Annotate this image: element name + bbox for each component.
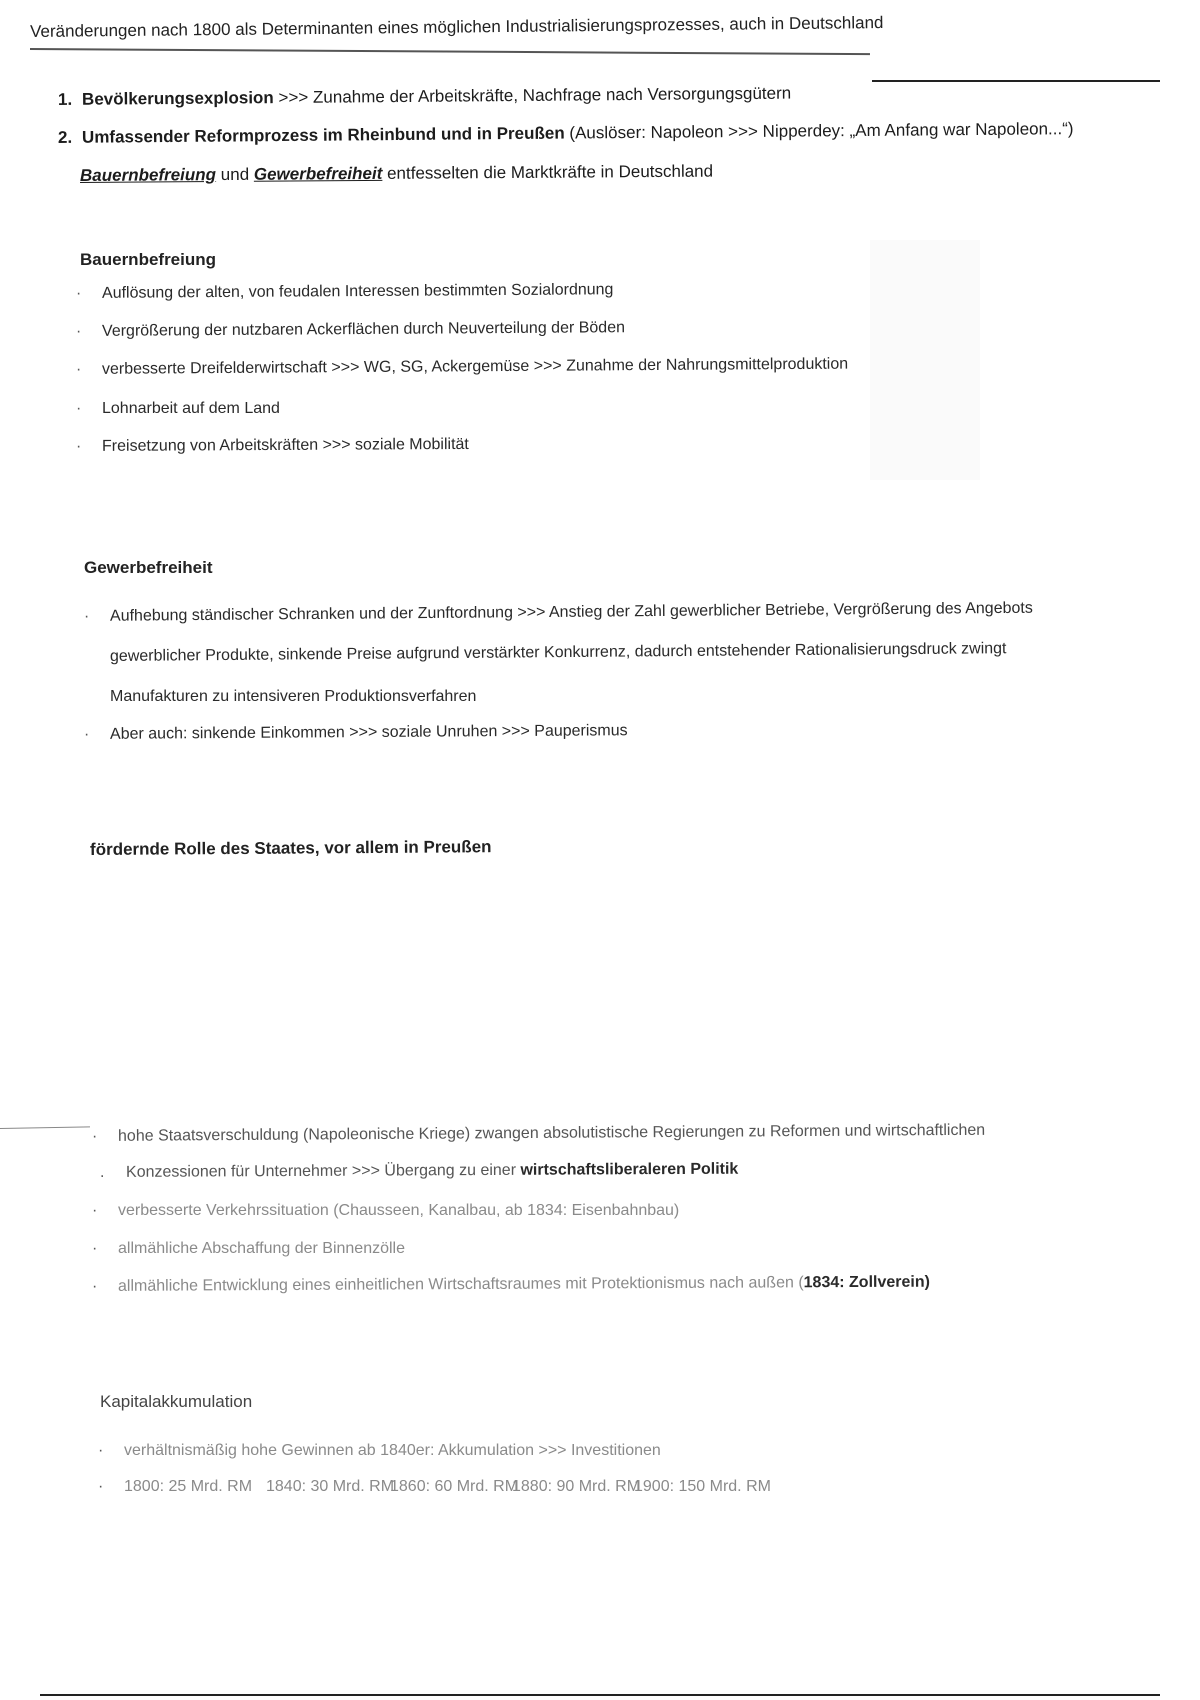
point-number: 1.	[57, 89, 73, 109]
bullet-icon: ·	[83, 607, 90, 625]
bullet-icon: ·	[92, 1240, 98, 1257]
list-item: · Auflösung der alten, von feudalen Interessen bestimmten Sozialordnung	[75, 281, 614, 302]
title-underline	[30, 48, 870, 55]
capital-value: 1840: 30 Mrd. RM	[266, 1478, 395, 1495]
bullet-icon: ·	[75, 437, 82, 455]
section-heading-kapital: Kapitalakkumulation	[100, 1392, 253, 1411]
sub-line	[80, 162, 713, 186]
bullet-icon: ·	[76, 400, 82, 417]
bullet-icon: ·	[75, 284, 82, 302]
list-item: · allmähliche Abschaffung der Binnenzölle	[92, 1240, 406, 1257]
bullet-icon: ·	[75, 322, 82, 340]
point-bold: Umfassender Reformprozess im Rheinbund und in Preußen	[81, 123, 565, 147]
sub-line-rest: entfesselten die Marktkräfte in Deutschland	[382, 161, 714, 183]
point-2	[58, 119, 1074, 148]
bullet-icon: .	[99, 1163, 105, 1181]
list-item: · allmähliche Entwicklung eines einheitlichen Wirtschaftsraumes mit Protektionismus nach außen (1834: Zollverein)	[91, 1273, 930, 1295]
capital-value: 1880: 90 Mrd. RM	[512, 1478, 641, 1495]
list-item: · verbesserte Dreifelderwirtschaft >>> WG, SG, Ackergemüse >>> Zunahme der Nahrungsmittelproduktion	[75, 355, 849, 378]
list-item: · hohe Staatsverschuldung (Napoleonische Kriege) zwangen absolutistische Regierungen zu Reformen und wirtschaftlichen	[91, 1121, 986, 1145]
list-item-continuation: gewerblicher Produkte, sinkende Preise aufgrund verstärkter Konkurrenz, dadurch entstehender Rationalisierungsdruck zwingt	[109, 640, 1007, 665]
point-text: (Auslöser: Napoleon >>> Nipperdey: „Am Anfang war Napoleon...“)	[564, 119, 1074, 143]
point-number: 2.	[57, 127, 73, 147]
list-item: · Aufhebung ständischer Schranken und der Zunftordnung >>> Anstieg der Zahl gewerblicher Betriebe, Vergrößerung des Angebots	[83, 599, 1033, 625]
bottom-rule	[40, 1694, 1160, 1696]
point-bold: Bevölkerungsexplosion	[81, 88, 274, 109]
bullet-icon: ·	[91, 1277, 98, 1295]
bullet-icon: ·	[75, 360, 82, 378]
list-item: · Aber auch: sinkende Einkommen >>> soziale Unruhen >>> Pauperismus	[83, 722, 628, 743]
bullet-icon: ·	[98, 1478, 104, 1495]
margin-line	[0, 1126, 90, 1129]
list-item: · verhältnismäßig hohe Gewinnen ab 1840er: Akkumulation >>> Investitionen	[98, 1442, 661, 1459]
bullet-icon: ·	[92, 1202, 98, 1219]
section-heading-staat: fördernde Rolle des Staates, vor allem in Preußen	[89, 837, 492, 859]
section-heading-bauernbefreiung: Bauernbefreiung	[80, 250, 217, 269]
list-item: · Freisetzung von Arbeitskräften >>> soziale Mobilität	[75, 435, 469, 455]
capital-value: 1900: 150 Mrd. RM	[634, 1478, 771, 1495]
bauernbefreiung-link: Bauernbefreiung	[79, 165, 217, 185]
list-item: · 1800: 25 Mrd. RM	[98, 1478, 253, 1495]
list-item-continuation: . Konzessionen für Unternehmer >>> Übergang zu einer wirtschaftsliberaleren Politik	[99, 1160, 739, 1181]
divider-right	[872, 80, 1160, 82]
scan-artifact	[870, 240, 980, 480]
gewerbefreiheit-link: Gewerbefreiheit	[253, 163, 383, 184]
capital-value: 1860: 60 Mrd. RM	[390, 1478, 519, 1495]
section-heading-gewerbefreiheit: Gewerbefreiheit	[84, 558, 213, 577]
point-text: >>> Zunahme der Arbeitskräfte, Nachfrage nach Versorgungsgütern	[273, 83, 792, 108]
bullet-icon: ·	[83, 725, 90, 743]
bullet-icon: ·	[98, 1442, 104, 1459]
list-item: · Vergrößerung der nutzbaren Ackerflächen durch Neuverteilung der Böden	[75, 319, 626, 340]
list-item-continuation: Manufakturen zu intensiveren Produktionsverfahren	[110, 688, 477, 705]
point-1	[58, 84, 791, 110]
bullet-icon: ·	[91, 1127, 98, 1145]
list-item: · Lohnarbeit auf dem Land	[76, 400, 280, 417]
list-item: · verbesserte Verkehrssituation (Chausseen, Kanalbau, ab 1834: Eisenbahnbau)	[92, 1202, 680, 1219]
page-title: Veränderungen nach 1800 als Determinanten eines möglichen Industrialisierungsprozesses, auch in Deutschland	[30, 13, 884, 41]
sub-line-text: und	[215, 164, 254, 185]
